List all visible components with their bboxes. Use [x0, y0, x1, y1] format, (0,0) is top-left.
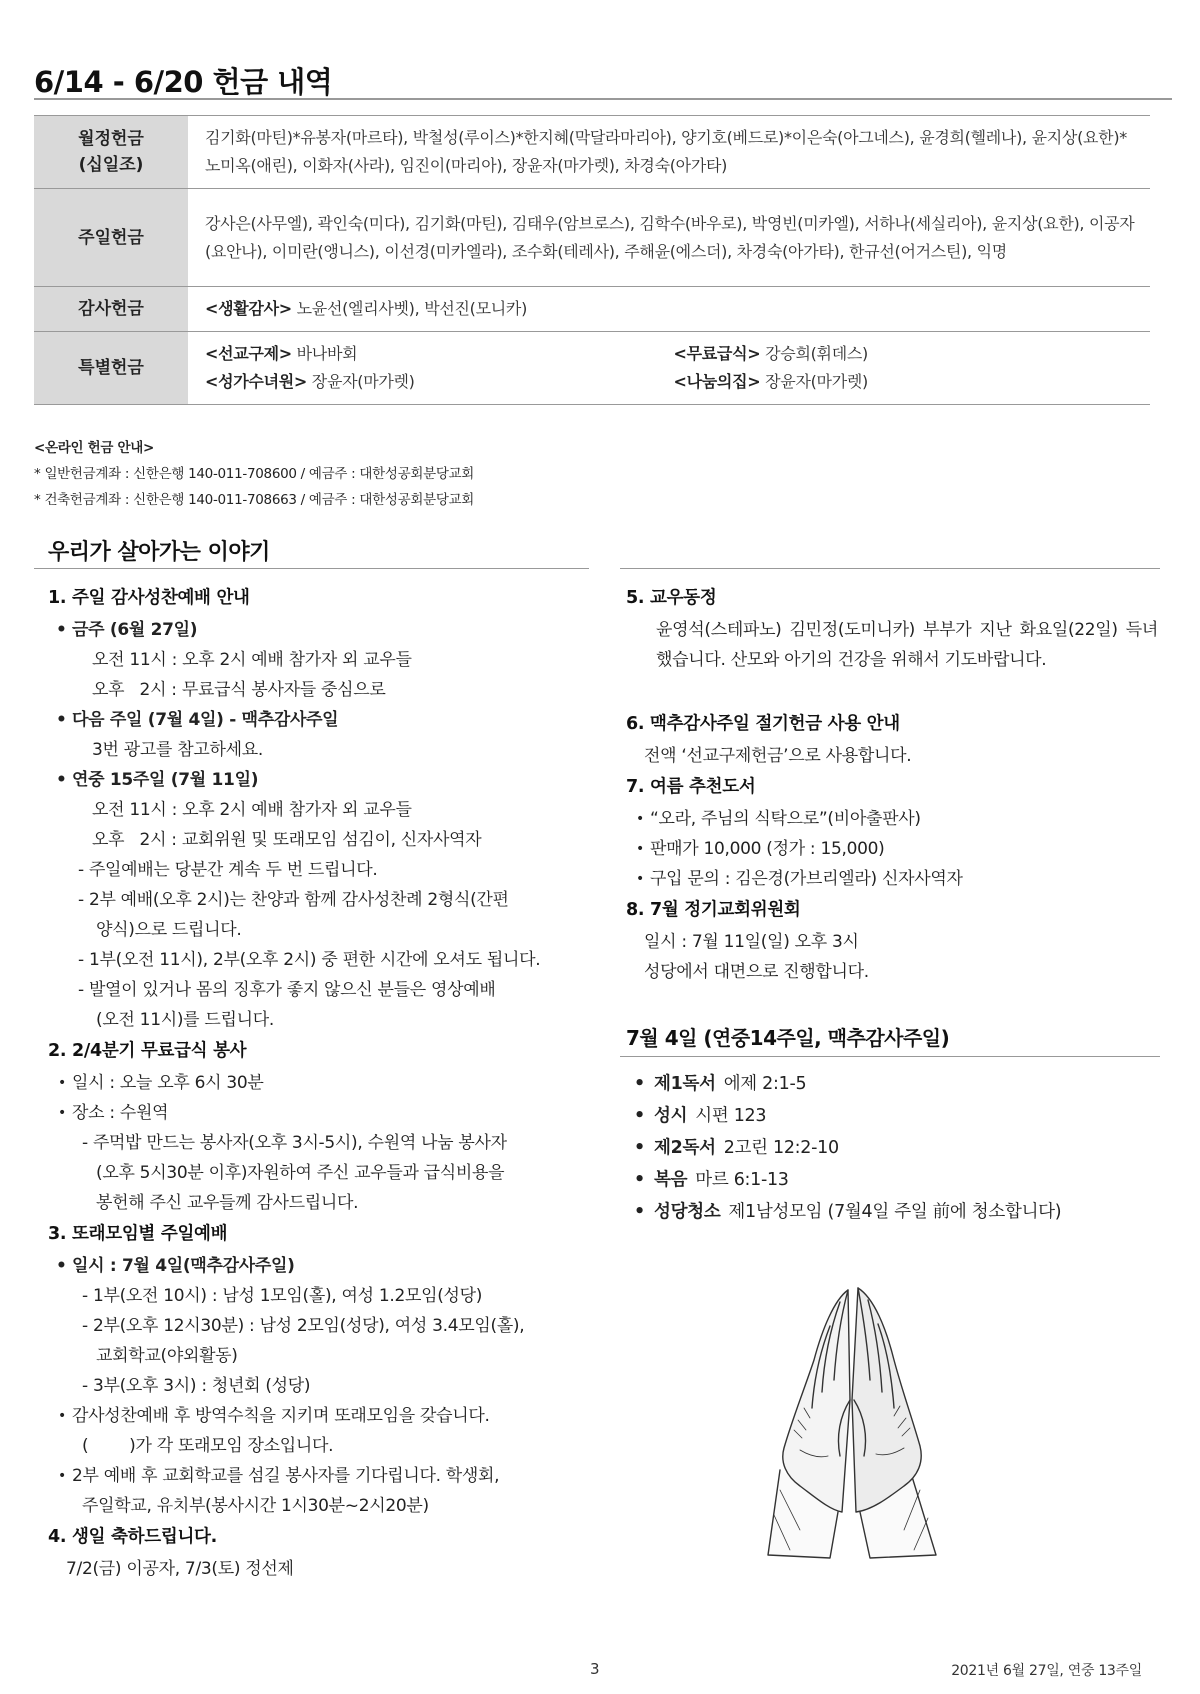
reading-value: 마르 6:1-13 [695, 1170, 789, 1190]
left-column [48, 582, 593, 1584]
text-line: 주일학교, 유치부(봉사시간 1시30분~2시20분) [82, 1496, 429, 1516]
offering-row-thanks [34, 287, 1150, 332]
list-item: • 감사성찬예배 후 방역수칙을 지키며 또래모임을 갖습니다. [48, 1401, 593, 1431]
note-line: - 2부(오후 12시30분) : 남성 2모임(성당), 여성 3.4모임(홀), [82, 1316, 525, 1336]
text-line: ( )가 각 또래모임 장소입니다. [82, 1436, 334, 1456]
bullet-ordinary-15: • 연중 15주일 (7월 11일) [48, 765, 593, 795]
section-8-heading: 8. 7월 정기교회위원회 [626, 900, 801, 920]
reading-key: 제2독서 [654, 1138, 716, 1158]
note-line: - 주일예배는 당분간 계속 두 번 드립니다. [78, 860, 378, 880]
reading-key: 복음 [654, 1170, 688, 1190]
reading-value: 에제 2:1-5 [723, 1074, 807, 1094]
note-line: - 발열이 있거나 몸의 징후가 좋지 않으신 분들은 영상예배 [78, 980, 496, 1000]
special-tag: <선교구제> [205, 344, 292, 363]
reading-key: 성당청소 [654, 1202, 721, 1222]
bullet-next-sunday: • 다음 주일 (7월 4일) - 맥추감사주일 [48, 705, 593, 735]
general-account-line: * 일반헌금계좌 : 신한은행 140-011-708600 / 예금주 : 대한성공회분당교회 [34, 466, 475, 482]
text-line: 성당에서 대면으로 진행합니다. [644, 962, 869, 982]
section-4-heading: 4. 생일 축하드립니다. [48, 1527, 217, 1547]
text-line: 오전 11시 : 오후 2시 예배 참가자 외 교우들 [92, 650, 412, 670]
special-row-1 [205, 340, 1142, 368]
section-1-heading: 1. 주일 감사성찬예배 안내 [48, 588, 250, 608]
story-title: 우리가 살아가는 이야기 [48, 540, 270, 565]
section-7-heading: 7. 여름 추천도서 [626, 777, 756, 797]
special-names: 바나바회 [296, 344, 358, 363]
list-item: • 구입 문의 : 김은경(가브리엘라) 신자사역자 [626, 864, 1158, 894]
offering-label-thanks: 감사헌금 [34, 287, 188, 332]
list-item: • 장소 : 수원역 [48, 1098, 593, 1128]
note-line: - 1부(오전 10시) : 남성 1모임(홀), 여성 1.2모임(성당) [82, 1286, 483, 1306]
note-line: 교회학교(야외활동) [96, 1346, 238, 1366]
special-item [205, 340, 674, 368]
reading-value: 시편 123 [695, 1106, 767, 1126]
special-item [674, 368, 1143, 396]
list-item: • “오라, 주님의 식탁으로”(비아출판사) [626, 804, 1158, 834]
note-line: 봉헌해 주신 교우들께 감사드립니다. [96, 1193, 359, 1213]
list-item: • 2부 예배 후 교회학교를 섬길 봉사자를 기다립니다. 학생회, [48, 1461, 593, 1491]
birthday-line: 7/2(금) 이공자, 7/3(토) 정선제 [66, 1559, 294, 1579]
readings-title-rule [620, 1056, 1160, 1057]
special-tag: <무료급식> [673, 344, 761, 363]
bullet-this-week: • 금주 (6월 27일) [48, 615, 593, 645]
note-line: - 2부 예배(오후 2시)는 찬양과 함께 감사성찬례 2형식(간편 [78, 890, 509, 910]
reading-item [626, 1068, 1158, 1100]
list-item: • 판매가 10,000 (정가 : 15,000) [626, 834, 1158, 864]
note-line: - 1부(오전 11시), 2부(오후 2시) 중 편한 시간에 오셔도 됩니다. [78, 950, 541, 970]
special-tag: <성가수녀원> [205, 372, 307, 391]
story-title-rule [34, 568, 589, 569]
special-item [674, 340, 1143, 368]
special-names: 장윤자(마가렛) [311, 372, 415, 391]
reading-item [626, 1132, 1158, 1164]
reading-key: 성시 [654, 1106, 688, 1126]
special-item [205, 368, 674, 396]
member-news-text: 윤영석(스테파노) 김민정(도미니카) 부부가 지난 화요일(22일) 득녀했습니다. 산모와 아기의 건강을 위해서 기도바랍니다. [656, 620, 1158, 670]
reading-item [626, 1164, 1158, 1196]
text-line: 오전 11시 : 오후 2시 예배 참가자 외 교우들 [92, 800, 412, 820]
offering-row-special [34, 332, 1150, 405]
offering-title: 6/14 - 6/20 헌금 내역 [34, 65, 333, 99]
note-line: - 3부(오후 3시) : 청년회 (성당) [82, 1376, 311, 1396]
note-line: (오전 11시)를 드립니다. [96, 1010, 274, 1030]
list-item: • 일시 : 오늘 오후 6시 30분 [48, 1068, 593, 1098]
praying-hands-icon [760, 1280, 945, 1560]
note-line: - 주먹밥 만드는 봉사자(오후 3시-5시), 수원역 나눔 봉사자 [82, 1133, 507, 1153]
reading-item [626, 1100, 1158, 1132]
section-5-heading: 5. 교우동정 [626, 588, 717, 608]
section-2-heading: 2. 2/4분기 무료급식 봉사 [48, 1041, 247, 1061]
special-names: 장윤자(마가렛) [765, 372, 868, 391]
readings-title: 7월 4일 (연중14주일, 맥추감사주일) [626, 1026, 950, 1050]
offering-row-sunday [34, 189, 1150, 287]
reading-key: 제1독서 [654, 1074, 716, 1094]
readings-list [626, 1068, 1158, 1228]
right-column [626, 582, 1158, 987]
reading-item [626, 1196, 1158, 1228]
offering-label-sunday: 주일헌금 [34, 189, 188, 287]
offering-names: 노윤선(엘리사벳), 박선진(모니카) [296, 299, 528, 318]
page-number: 3 [590, 1660, 600, 1678]
note-line: 양식)으로 드립니다. [96, 920, 242, 940]
online-offering-title: <온라인 헌금 안내> [34, 440, 155, 456]
offering-table [34, 115, 1150, 405]
offering-names-thanks [188, 287, 1150, 332]
special-names: 강승희(휘데스) [765, 344, 868, 363]
section-3-heading: 3. 또래모임별 주일예배 [48, 1224, 228, 1244]
offering-title-rule [34, 98, 1172, 100]
text-line: 3번 광고를 참고하세요. [92, 740, 263, 760]
note-line: (오후 5시30분 이후)자원하여 주신 교우들과 급식비용을 [96, 1163, 505, 1183]
online-offering-info [34, 435, 474, 513]
offering-names-special [188, 332, 1150, 405]
building-account-line: * 건축헌금계좌 : 신한은행 140-011-708663 / 예금주 : 대한성공회분당교회 [34, 492, 475, 508]
bulletin-date: 2021년 6월 27일, 연중 13주일 [951, 1663, 1142, 1679]
offering-row-tithe [34, 116, 1150, 189]
offering-tag: <생활감사> [205, 299, 292, 318]
offering-label-special: 특별헌금 [34, 332, 188, 405]
text-line: 오후 2시 : 무료급식 봉사자들 중심으로 [92, 680, 386, 700]
offering-label-tithe: 월정헌금 (십일조) [34, 116, 188, 189]
text-line: 오후 2시 : 교회위원 및 또래모임 섬김이, 신자사역자 [92, 830, 482, 850]
special-tag: <나눔의집> [673, 372, 761, 391]
right-column-rule [620, 568, 1160, 569]
text-line: 전액 ‘선교구제헌금’으로 사용합니다. [644, 746, 912, 766]
bullet-date: • 일시 : 7월 4일(맥추감사주일) [48, 1251, 593, 1281]
offering-names-sunday: 강사은(사무엘), 곽인숙(미다), 김기화(마틴), 김태우(암브로스), 김학수(바우로), 박영빈(미카엘), 서하나(세실리아), 윤지상(요한), 이공자(요안나), 이미란(앵니스), 이선경(미카엘라), 조수화(테레사), 주해윤(에스더), 차경숙(아가타), 한규선(어거스틴), 익명 [188, 189, 1150, 287]
text-line: 일시 : 7월 11일(일) 오후 3시 [644, 932, 859, 952]
offering-names-tithe: 김기화(마틴)*유봉자(마르타), 박철성(루이스)*한지혜(막달라마리아), 양기호(베드로)*이은숙(아그네스), 윤경희(헬레나), 윤지상(요한)*노미옥(애린), 이화자(사라), 임진이(마리아), 장윤자(마가렛), 차경숙(아가타) [188, 116, 1150, 189]
special-row-2 [205, 368, 1142, 396]
reading-value: 2고린 12:2-10 [723, 1138, 839, 1158]
section-6-heading: 6. 맥추감사주일 절기헌금 사용 안내 [626, 714, 900, 734]
reading-value: 제1남성모임 (7월4일 주일 前에 청소합니다) [728, 1202, 1062, 1222]
